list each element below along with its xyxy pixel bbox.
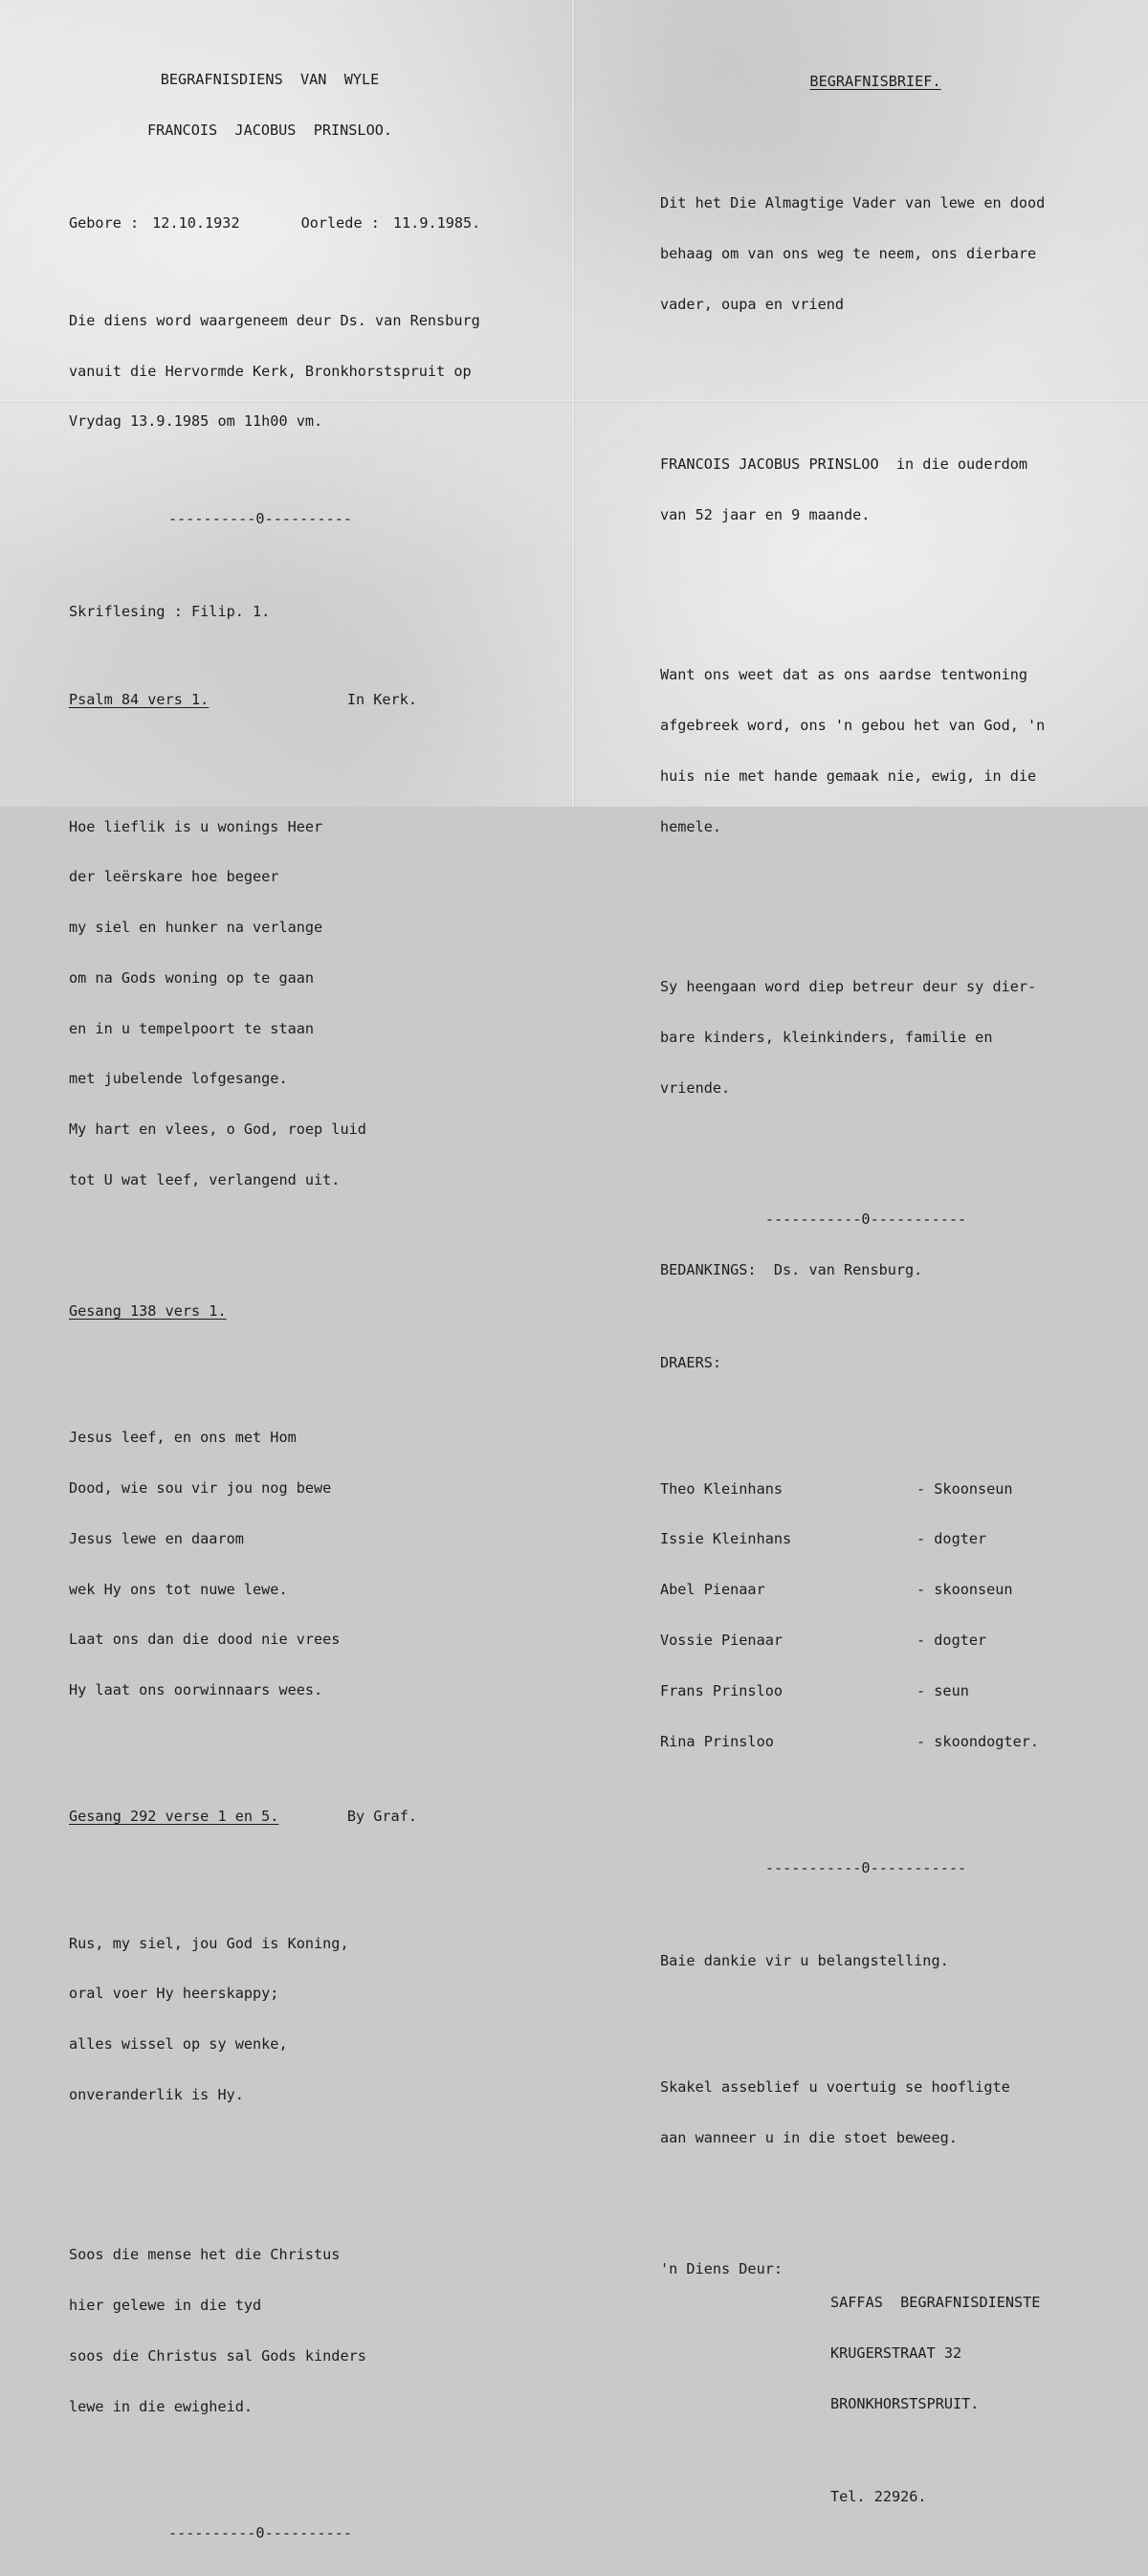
bearer-relation: - dogter bbox=[916, 1530, 987, 1548]
undertaker-block bbox=[660, 2261, 1110, 2540]
hymn1-place: In Kerk. bbox=[346, 691, 417, 709]
service-line: Die diens word waargeneem deur Ds. van Rensburg bbox=[69, 311, 480, 329]
dates-row bbox=[69, 215, 557, 233]
verse-line: Laat ons dan die dood nie vrees bbox=[69, 1631, 341, 1649]
bearer-relation: - skoonseun bbox=[916, 1581, 1013, 1599]
text-line: huis nie met hande gemaak nie, ewig, in die bbox=[660, 766, 1037, 785]
verse-line: Jesus leef, en ons met Hom bbox=[69, 1429, 297, 1447]
bearer-name: Issie Kleinhans bbox=[660, 1530, 792, 1548]
service-line: Vrydag 13.9.1985 om 11h00 vm. bbox=[69, 412, 323, 431]
verse-line: tot U wat leef, verlangend uit. bbox=[69, 1171, 341, 1188]
hymn3-title: Gesang 292 verse 1 en 5. bbox=[69, 1808, 279, 1826]
left-page bbox=[69, 38, 557, 2576]
verse-line: Hoe lieflik is u wonings Heer bbox=[69, 817, 323, 835]
text-line: Want ons weet dat as ons aardse tentwoning bbox=[660, 666, 1028, 684]
thanks-interest: Baie dankie vir u belangstelling. bbox=[660, 1951, 949, 1969]
verse-line: alles wissel op sy wenke, bbox=[69, 2035, 288, 2054]
undertaker-name: SAFFAS BEGRAFNISDIENSTE bbox=[830, 2294, 1041, 2311]
verse-line: Soos die mense het die Christus bbox=[69, 2246, 341, 2264]
verse-line: my siel en hunker na verlange bbox=[69, 919, 323, 937]
hymn1-title: Psalm 84 vers 1. bbox=[69, 691, 210, 709]
verse-line: lewe in die ewigheid. bbox=[69, 2397, 254, 2415]
bearer-relation: - Skoonseun bbox=[916, 1479, 1013, 1498]
scripture-paragraph bbox=[660, 633, 1110, 869]
bearers-label: DRAERS: bbox=[660, 1353, 722, 1371]
title-line-2: FRANCOIS JACOBUS PRINSLOO. bbox=[146, 121, 393, 139]
verse-line: Jesus lewe en daarom bbox=[69, 1529, 244, 1547]
text-line: vader, oupa en vriend bbox=[660, 295, 845, 313]
bearer-name: Vossie Pienaar bbox=[660, 1632, 784, 1650]
list-item bbox=[660, 1531, 1110, 1548]
text-line: behaag om van ons weg te neem, ons dierbare bbox=[660, 245, 1037, 263]
verse-line: Hy laat ons oorwinnaars wees. bbox=[69, 1681, 323, 1699]
text-line: bare kinders, kleinkinders, familie en bbox=[660, 1028, 993, 1046]
letter-title: BEGRAFNISBRIEF. bbox=[809, 73, 941, 91]
deceased-paragraph bbox=[660, 423, 1110, 558]
separator: ----------0---------- bbox=[167, 510, 353, 528]
verse-line: onveranderlik is Hy. bbox=[69, 2085, 244, 2103]
verse-line: Rus, my siel, jou God is Koning, bbox=[69, 1934, 349, 1952]
text-line: FRANCOIS JACOBUS PRINSLOO in die ouderdom bbox=[660, 455, 1028, 474]
headlights-notice bbox=[660, 2046, 1110, 2181]
text-line: hemele. bbox=[660, 817, 722, 835]
verse-line: wek Hy ons tot nuwe lewe. bbox=[69, 1580, 288, 1598]
hymn3-place: By Graf. bbox=[346, 1808, 417, 1826]
hymn3-header bbox=[69, 1809, 417, 1826]
service-line: vanuit die Hervormde Kerk, Bronkhorstspruit op bbox=[69, 362, 472, 380]
verse-line: soos die Christus sal Gods kinders bbox=[69, 2346, 366, 2365]
bearer-name: Frans Prinsloo bbox=[660, 1681, 784, 1699]
vertical-fold bbox=[571, 0, 575, 807]
bearer-relation: - skoondogter. bbox=[916, 1732, 1040, 1750]
verse-line: Dood, wie sou vir jou nog bewe bbox=[69, 1479, 332, 1498]
undertaker-phone: Tel. 22926. bbox=[830, 2487, 927, 2505]
born-label: Gebore : bbox=[69, 213, 140, 232]
bearer-name: Rina Prinsloo bbox=[660, 1732, 774, 1750]
bearer-relation: - seun bbox=[916, 1681, 969, 1699]
verse-line: der leërskare hoe begeer bbox=[69, 868, 279, 886]
bearer-name: Abel Pienaar bbox=[660, 1581, 765, 1599]
scripture-reading: Skriflesing : Filip. 1. bbox=[69, 603, 271, 621]
verse-line: My hart en vlees, o God, roep luid bbox=[69, 1121, 366, 1139]
list-item bbox=[660, 1481, 1110, 1499]
list-item bbox=[660, 1734, 1110, 1751]
thanks-line: BEDANKINGS: Ds. van Rensburg. bbox=[660, 1260, 923, 1278]
text-line: van 52 jaar en 9 maande. bbox=[660, 506, 871, 524]
text-line: Dit het Die Almagtige Vader van lewe en dood bbox=[660, 194, 1046, 212]
separator: -----------0----------- bbox=[764, 1858, 967, 1876]
died-label: Oorlede : bbox=[300, 213, 380, 232]
undertaker-town: BRONKHORSTSPRUIT. bbox=[830, 2394, 980, 2412]
service-by-label: 'n Diens Deur: bbox=[660, 2259, 784, 2277]
verse-line: hier gelewe in die tyd bbox=[69, 2297, 262, 2314]
verse-line: met jubelende lofgesange. bbox=[69, 1070, 288, 1088]
bearer-relation: - dogter bbox=[916, 1632, 987, 1650]
right-page bbox=[660, 40, 1110, 2573]
text-line: vriende. bbox=[660, 1078, 731, 1097]
hymn3-verse-5 bbox=[69, 2213, 557, 2449]
text-line: Skakel asseblief u voertuig se hoofligte bbox=[660, 2077, 1010, 2096]
mourning-paragraph bbox=[660, 945, 1110, 1131]
verse-line: om na Gods woning op te gaan bbox=[69, 968, 315, 987]
list-item bbox=[660, 1632, 1110, 1650]
announcement-paragraph bbox=[660, 162, 1110, 347]
verse-line: en in u tempelpoort te staan bbox=[69, 1019, 315, 1037]
separator: ----------0---------- bbox=[167, 2523, 353, 2542]
verse-line: oral voer Hy heerskappy; bbox=[69, 1985, 279, 2003]
born-date: 12.10.1932 bbox=[152, 213, 240, 232]
list-item bbox=[660, 1683, 1110, 1700]
undertaker-street: KRUGERSTRAAT 32 bbox=[830, 2343, 962, 2362]
hymn3-verse-1 bbox=[69, 1901, 557, 2137]
hymn2-title: Gesang 138 vers 1. bbox=[69, 1302, 227, 1321]
hymn1-verse bbox=[69, 785, 557, 1222]
bearer-name: Theo Kleinhans bbox=[660, 1479, 784, 1498]
bearers-list bbox=[660, 1448, 1110, 1785]
title-line-1: BEGRAFNISDIENS VAN WYLE bbox=[160, 71, 380, 89]
hymn1-header bbox=[69, 692, 417, 709]
died-date: 11.9.1985. bbox=[392, 213, 481, 232]
list-item bbox=[660, 1582, 1110, 1599]
text-line: Sy heengaan word diep betreur deur sy dier- bbox=[660, 978, 1037, 996]
text-line: aan wanneer u in die stoet beweeg. bbox=[660, 2128, 958, 2146]
separator: -----------0----------- bbox=[764, 1210, 967, 1228]
hymn2-verse bbox=[69, 1396, 557, 1733]
text-line: afgebreek word, ons 'n gebou het van God, 'n bbox=[660, 717, 1046, 735]
